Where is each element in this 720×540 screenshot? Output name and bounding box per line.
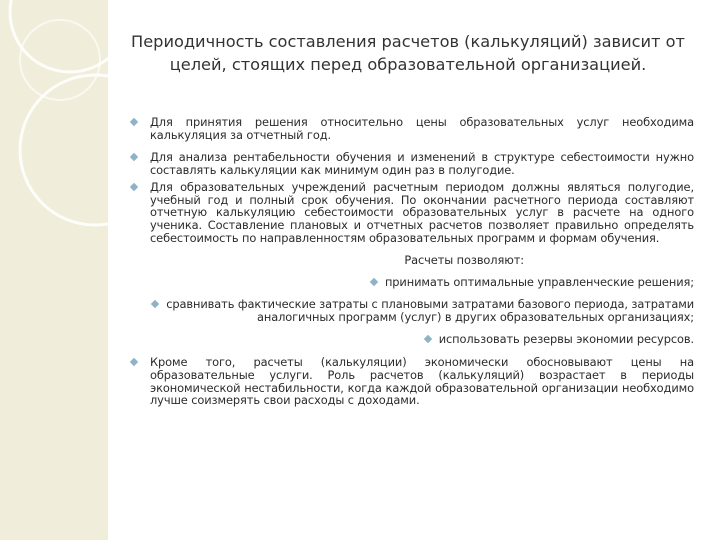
diamond-bullet-icon bbox=[130, 357, 138, 365]
calc-intro: Расчеты позволяют: bbox=[404, 253, 524, 268]
diamond-bullet-icon bbox=[370, 278, 378, 286]
bullet-item bbox=[130, 116, 694, 142]
diamond-bullet-icon bbox=[151, 300, 159, 308]
calc-item-text: использовать резервы экономии ресурсов. bbox=[438, 331, 694, 346]
calc-item bbox=[130, 333, 694, 346]
decorative-left-band bbox=[0, 0, 108, 540]
diamond-bullet-icon bbox=[130, 153, 138, 161]
calc-item-text: принимать оптимальные управленческие решения; bbox=[384, 275, 694, 290]
diamond-bullet-icon bbox=[423, 335, 431, 343]
diamond-bullet-icon bbox=[130, 182, 138, 190]
bullet-item bbox=[130, 181, 694, 246]
calc-item bbox=[130, 276, 694, 289]
slide-title: Периодичность составления расчетов (калькуляций) зависит от целей, стоящих перед образовательной организацией. bbox=[131, 32, 685, 74]
bullet-text: Для анализа рентабельности обучения и изменений в структуре себестоимости нужно составлять калькуляции как минимум один раз в полугодие. bbox=[150, 149, 694, 177]
calc-item bbox=[130, 298, 694, 324]
diamond-bullet-icon bbox=[130, 118, 138, 126]
bullet-text: Для образовательных учреждений расчетным периодом должны являться полугодие, учебный год и полный срок обучения. По окончании расчетного периода составляют отчетную калькуляцию себестоимости образовательных услуг в расчете на одного ученика. Составление плановых и отчетных расчетов позволяет правильно определять себестоимость по направленностям образовательных программ и формам обучения. bbox=[150, 179, 694, 246]
calc-item-text: сравнивать фактические затраты с плановыми затратами базового периода, затратами аналогичных программ (услуг) в других образовательных организациях; bbox=[166, 296, 694, 324]
decorative-circles bbox=[0, 0, 108, 540]
bullet-text: Для принятия решения относительно цены образовательных услуг необходима калькуляция за отчетный год. bbox=[150, 115, 694, 142]
bullet-item bbox=[130, 151, 694, 177]
bullet-list bbox=[130, 116, 694, 407]
bullet-text: Кроме того, расчеты (калькуляции) экономически обосновывают цены на образовательные услуги. Роль расчетов (калькуляций) возрастает в периоды экономической нестабильности, когда каждой образовательной организации необходимо лучше соизмерять свои расходы с доходами. bbox=[150, 354, 694, 408]
bullet-item bbox=[130, 356, 694, 408]
